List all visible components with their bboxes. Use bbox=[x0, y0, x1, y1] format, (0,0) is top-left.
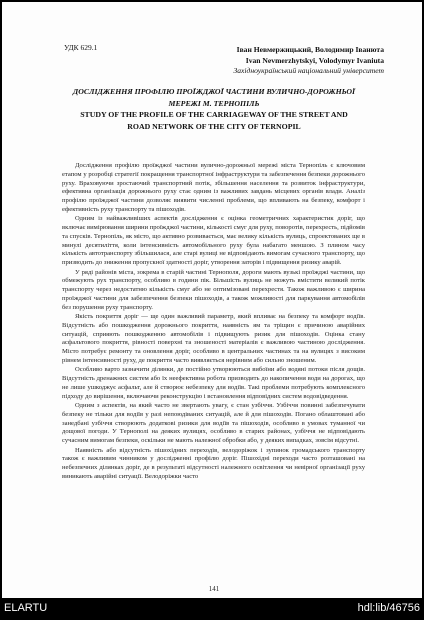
paragraph: Одним з аспектів, на який часто не звертають увагу, є стан узбіччя. Узбіччя повинні забезпечувати безпеку не тільки для водіїв у разі непоюдіваних ситуацій, але й для пішоходів. Погано облаштовані або занедбані узбіччя створюють додаткові ризики для водіїв та пішоходів, особливо в умовах туманної чи дощової погоди. У Тернополі на деяких вулицях, особливо в старих районах, узбіччя не відповідають сучасним вимогам безпеки, оскільки не мають належної обробки або, у деяких випадках, зовсім відсутні. bbox=[62, 402, 365, 445]
repository-name[interactable]: ELARTU bbox=[4, 602, 48, 614]
authors-ukrainian: Іван Невмержицький, Володимир Іванюта bbox=[236, 45, 384, 54]
repository-footer bbox=[0, 598, 424, 620]
affiliation: Західноукраїнський національний університет bbox=[233, 66, 384, 75]
title-ukrainian-line-1: ДОСЛІДЖЕННЯ ПРОФІЛЮ ПРОЇЖДЖОЇ ЧАСТИНИ ВУЛИЧНО-ДОРОЖНЬОЇ bbox=[72, 87, 356, 96]
title-english-line-1: STUDY OF THE PROFILE OF THE CARRIAGEWAY OF THE STREET AND bbox=[80, 110, 348, 119]
title-ukrainian bbox=[42, 86, 386, 109]
paragraph: Наявність або відсутність пішохідних переходів, велодоріжок і зупинок громадського транспорту також є важливим чинником у дослідженні профілю доріг. Пішохідні переходи часто розташовані на небезпечних ділянках доріг, де в результаті відсутності належного освітлення чи невірної організації руху виникають аварійні ситуації. Велодоріжки часто bbox=[62, 446, 365, 480]
paragraph: Одним із найважливіших аспектів дослідження є оцінка геометричних характеристик доріг, що включає вимірювання ширини проїжджої частини, кількості смуг для руху, поворотів, перехресть, підйомів та спусків. Тернопіль, як місто, що активно розвивається, має велику кількість вулиць, спроектованих ще в минулі десятиліття, коли інтенсивність автомобільного руху була набагато меншою. З плином часу кількість автотранспорту збільшилася, але старі вулиці не відповідають вимогам сучасного транспорту, що призводить до зниження пропускної здатності доріг, утворення заторів і підвищення ризику аварій. bbox=[62, 215, 365, 267]
article-body bbox=[62, 162, 365, 482]
paragraph: Особливо варто зазначити ділянки, де постійно утворюються вибоїни або водяні потоки після дощів. Відсутність дренажних систем або їх неефективна робота призводить до накопичення води на дорогах, що не лише ушкоджує асфальт, але й створює небезпеку для водіїв. Такі проблеми потребують комплексного підходу до вирішення, включаючи реконструкцію і встановлення відповідних систем водовідведення. bbox=[62, 366, 365, 400]
title-english bbox=[42, 109, 386, 132]
paragraph: Якість покриття доріг — ще один важливий параметр, який впливає на безпеку та комфорт водіїв. Відсутність або пошкодження дорожнього покриття, наявність ям та тріщин є причиною аварійних ситуацій, сприяють пошкодженню автомобілів і підвищують ризик для пішоходів. Оцінка стану асфальтового покриття, рівності поверхні та зношеності матеріалів є важливою частиною дослідження. Місто потребує ремонту та оновлення доріг, особливо в центральних частинах та на вулицях з високим рівнем інтенсивності руху, де покриття часто виявляється нерівним або сильно зношеним. bbox=[62, 313, 365, 365]
paragraph: У ряді районів міста, зокрема в старій частині Тернополя, дороги мають вузькі проїжджі частини, що обмежують рух транспорту, особливо в години пік. Більшість вулиць не можуть вмістити великий потік транспорту через недостатню кількість смуг або не оптимізовані перехрестя. Також важливою є ширина проїжджої частини для забезпечення безпеки пішоходів, а також можливості для паркування автомобілів без порушення руху транспорту. bbox=[62, 268, 365, 311]
title-english-line-2: ROAD NETWORK OF THE CITY OF TERNOPIL bbox=[127, 121, 301, 131]
udc-code: УДК 629.1 bbox=[64, 43, 98, 52]
title-ukrainian-line-2: МЕРЕЖІ М. ТЕРНОПІЛЬ bbox=[168, 98, 260, 108]
handle-identifier[interactable]: hdl:lib/46756 bbox=[357, 602, 420, 614]
page-sheet bbox=[2, 2, 422, 598]
paragraph: Дослідження профілю проїжджої частини вулично-дорожньої мережі міста Тернопіль є ключовим етапом у розробці стратегії покращення транспортної інфраструктури та забезпечення безпеки дорожнього руху. Враховуючи зростаючий транспортний потік, збільшення населення та розвиток інфраструктури, ефективна організація дорожнього руху стає одним із важливих завдань місцевих органів влади. Аналіз профілю проїжджої частини дозволяє виявити численні проблеми, що впливають на безпеку, комфорт і ефективність руху транспорту та пішоходів. bbox=[62, 162, 365, 213]
authors-english: Ivan Nevmerzhytskyi, Volodymyr Ivaniuta bbox=[245, 56, 384, 65]
page-number: 141 bbox=[208, 585, 220, 593]
